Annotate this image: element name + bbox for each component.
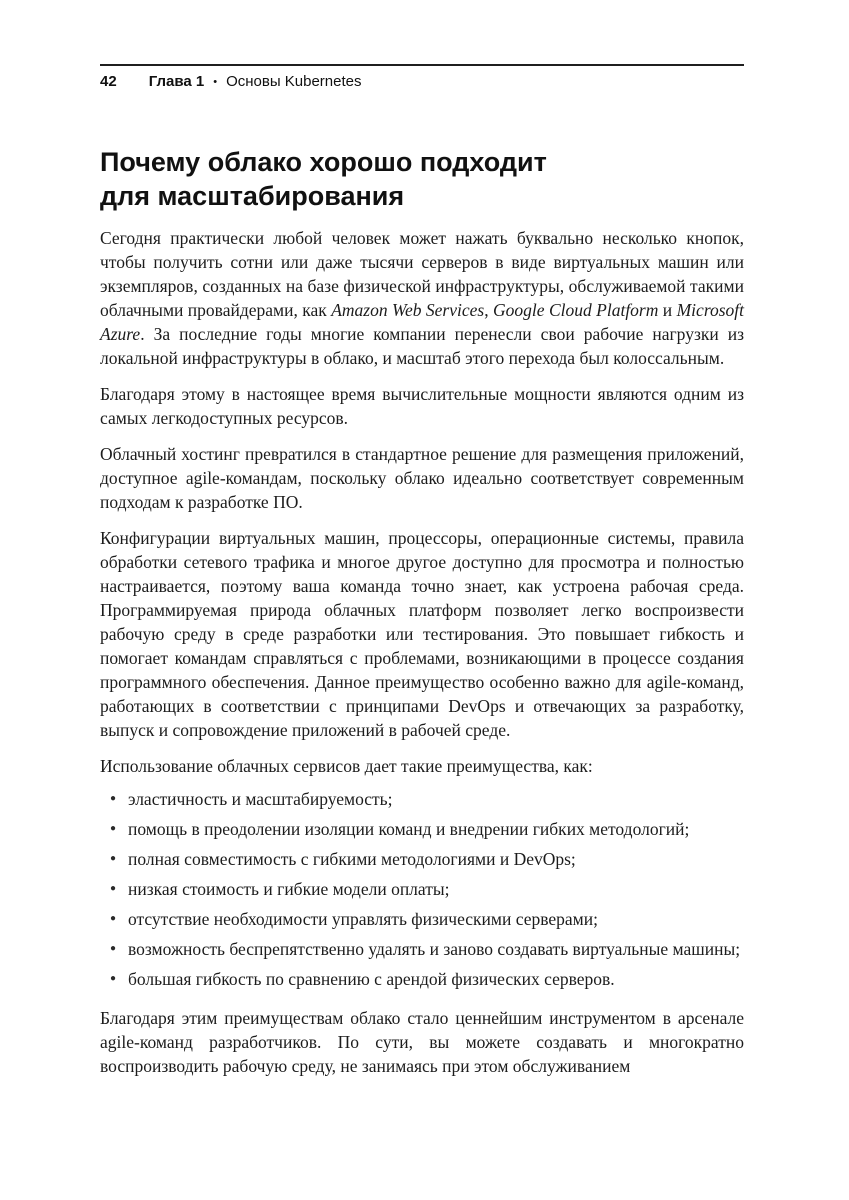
list-item-text: возможность беспрепятственно удалять и заново создавать виртуальные машины; (128, 939, 741, 959)
intro-text-start: Сегодня практически любой человек может нажать буквально несколько кнопок, чтобы получить сотни или даже тысячи серверов в виде виртуальных машин или экземпляров, созданных на базе физической инфраструктуры, обслуживаемой такими облачными провайдерами, как (100, 228, 744, 320)
list-item (100, 907, 744, 931)
provider-aws: Amazon Web Services (331, 300, 485, 320)
chapter-label: Глава 1 (148, 73, 205, 90)
paragraph-list-intro: Использование облачных сервисов дает такие преимущества, как: (100, 756, 593, 776)
list-item (100, 967, 744, 991)
paragraph-compute-resources: Благодаря этому в настоящее время вычислительные мощности являются одним из самых легкодоступных ресурсов. (100, 384, 744, 428)
benefits-list (100, 787, 744, 991)
list-item-text: помощь в преодолении изоляции команд и внедрении гибких методологий; (128, 819, 690, 839)
list-item (100, 877, 744, 901)
running-head (100, 72, 744, 93)
provider-azure: Microsoft Azure (100, 300, 745, 344)
section-heading (100, 145, 744, 213)
list-item-text: полная совместимость с гибкими методологиями и DevOps; (128, 849, 576, 869)
list-item (100, 787, 744, 811)
heading-line-2: для масштабирования (100, 181, 405, 211)
provider-gcp: Google Cloud Platform (493, 300, 659, 320)
list-item-text: низкая стоимость и гибкие модели оплаты; (128, 879, 450, 899)
paragraph-cloud-hosting: Облачный хостинг превратился в стандартное решение для размещения приложений, доступное agile-командам, поскольку облако идеально соответствует современным подходам к разработке ПО. (100, 444, 744, 512)
bullet-icon: ● (110, 913, 117, 924)
bullet-icon: ● (110, 823, 117, 834)
list-item-text: отсутствие необходимости управлять физическими серверами; (128, 909, 598, 929)
and-separator: и (658, 300, 677, 320)
list-item-text: большая гибкость по сравнению с арендой физических серверов. (128, 969, 615, 989)
bullet-icon: ● (110, 883, 117, 894)
comma-separator: , (484, 300, 494, 320)
paragraph-configuration: Конфигурации виртуальных машин, процессоры, операционные системы, правила обработки сетевого трафика и многое другое доступно для просмотра и полностью настраивается, поэтому ваша команда точно знает, как устроена рабочая среда. Программируемая природа облачных платформ позволяет легко воспроизвести рабочую среду в среде разработки или тестирования. Это повышает гибкость и помогает командам справляться с проблемами, возникающими в процессе создания программного обеспечения. Данное преимущество особенно важно для agile-команд, работающих в соответствии с принципами DevOps и отвечающих за разработку, выпуск и сопровождение приложений в рабочей среде. (100, 528, 744, 740)
bullet-icon: ● (110, 943, 117, 954)
list-item (100, 847, 744, 871)
intro-text-end: . За последние годы многие компании перенесли свои рабочие нагрузки из локальной инфраструктуры в облако, и масштаб этого перехода был колоссальным. (100, 324, 744, 368)
page-number: 42 (100, 73, 117, 90)
paragraph-closing: Благодаря этим преимуществам облако стало ценнейшим инструментом в арсенале agile-команд разработчиков. По сути, вы можете создавать и многократно воспроизводить рабочую среду, не занимаясь при этом обслуживанием (100, 1008, 744, 1076)
bullet-icon: ● (110, 793, 117, 804)
section-label: Основы Kubernetes (226, 73, 362, 90)
paragraph-cloud-intro (100, 226, 744, 370)
list-item-text: эластичность и масштабируемость; (128, 789, 393, 809)
list-item (100, 817, 744, 841)
bullet-icon: ● (110, 973, 117, 984)
list-item (100, 937, 744, 961)
bullet-icon: ● (110, 853, 117, 864)
running-head-rule (100, 64, 744, 66)
heading-line-1: Почему облако хорошо подходит (100, 147, 547, 177)
separator-dot-icon: • (213, 76, 218, 88)
